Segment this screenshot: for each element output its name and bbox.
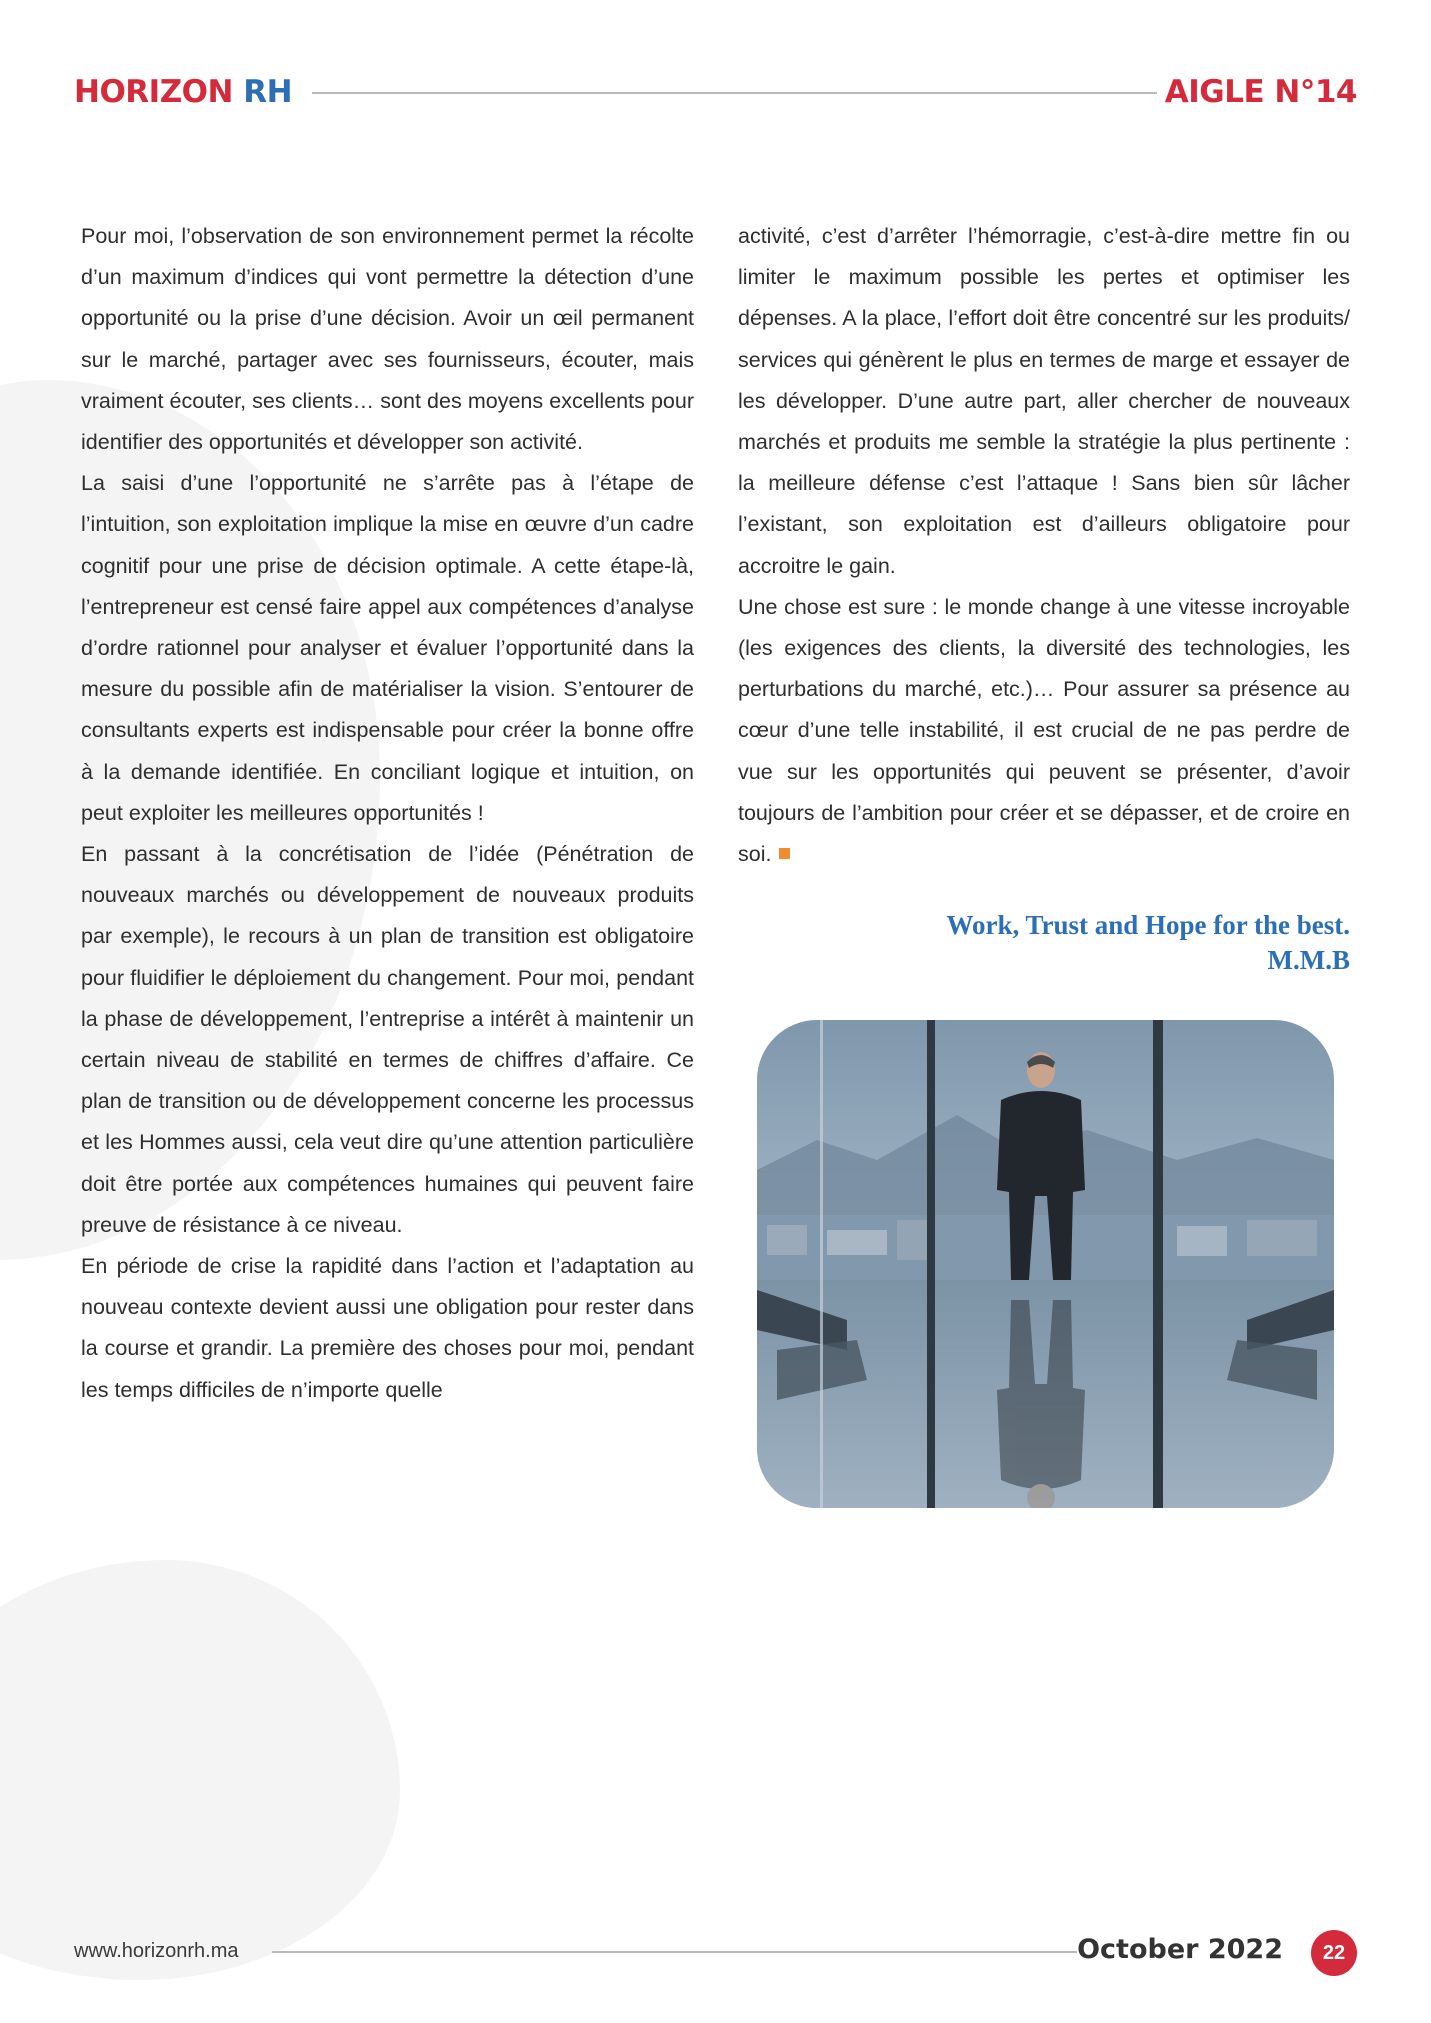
businessman-photo bbox=[757, 1020, 1334, 1508]
article-end-marker bbox=[779, 848, 790, 859]
article-column-left bbox=[81, 216, 694, 1411]
issue-date: October 2022 bbox=[1077, 1934, 1283, 1965]
page-header bbox=[74, 70, 1357, 114]
quote-text: Work, Trust and Hope for the best. bbox=[946, 910, 1350, 940]
header-divider bbox=[312, 92, 1157, 94]
closing-quote bbox=[946, 908, 1350, 978]
paragraph: activité, c’est d’arrêter l’hémorragie, c’est-à-dire mettre fin ou limiter le maximum possible les pertes et optimiser les dépenses. A la place, l’effort doit être concentré sur les produits/ services qui génèrent le plus en termes de marge et essayer de les développer. D’une autre part, aller chercher de nouveaux marchés et produits me semble la stratégie la plus pertinente : la meilleure défense c’est l’attaque ! Sans bien sûr lâcher l’existant, son exploitation est d’ailleurs obligatoire pour accroitre le gain. bbox=[738, 224, 1350, 578]
article-photo-frame bbox=[757, 1020, 1334, 1508]
paragraph: La saisi d’une l’opportunité ne s’arrête pas à l’étape de l’intuition, son exploitation implique la mise en œuvre d’un cadre cognitif pour une prise de décision optimale. A cette étape-là, l’entrepreneur est censé faire appel aux compétences d’analyse d’ordre rationnel pour analyser et évaluer l’opportunité dans la mesure du possible afin de matérialiser la vision. S’entourer de consultants experts est indispensable pour créer la bonne offre à la demande identifiée. En conciliant logique et intuition, on peut exploiter les meilleures opportunités ! bbox=[81, 471, 694, 825]
background-shape bbox=[0, 1560, 400, 1980]
paragraph: Pour moi, l’observation de son environnement permet la récolte d’un maximum d’indices qui vont permettre la détection d’une opportunité ou la prise d’une décision. Avoir un œil permanent sur le marché, partager avec ses fournisseurs, écouter, mais vraiment écouter, ses clients… sont des moyens excellents pour identifier des opportunités et développer son activité. bbox=[81, 224, 694, 455]
page-footer bbox=[74, 1930, 1357, 1974]
issue-label: AIGLE N°14 bbox=[1164, 74, 1357, 110]
paragraph bbox=[738, 587, 1350, 875]
brand-logo-part2: RH bbox=[243, 74, 293, 110]
article-column-right bbox=[738, 216, 1350, 875]
quote-signature: M.M.B bbox=[1267, 945, 1350, 975]
footer-divider bbox=[272, 1951, 1077, 1953]
brand-logo bbox=[74, 74, 292, 110]
page-number-badge: 22 bbox=[1311, 1930, 1357, 1976]
paragraph: En passant à la concrétisation de l’idée (Pénétration de nouveaux marchés ou développement de nouveaux produits par exemple), le recours à un plan de transition est obligatoire pour fluidifier le déploiement du changement. Pour moi, pendant la phase de développement, l’entreprise a intérêt à maintenir un certain niveau de stabilité en termes de chiffres d’affaire. Ce plan de transition ou de développement concerne les processus et les Hommes aussi, cela veut dire qu’une attention particulière doit être portée aux compétences humaines qui peuvent faire preuve de résistance à ce niveau. bbox=[81, 842, 694, 1237]
website-link[interactable]: www.horizonrh.ma bbox=[74, 1940, 239, 1962]
paragraph: En période de crise la rapidité dans l’action et l’adaptation au nouveau contexte devient aussi une obligation pour rester dans la course et grandir. La première des choses pour moi, pendant les temps difficiles de n’importe quelle bbox=[81, 1254, 694, 1402]
brand-logo-part1: HORIZON bbox=[74, 74, 233, 110]
paragraph-text: Une chose est sure : le monde change à une vitesse incroyable (les exigences des clients, la diversité des technologies, les perturbations du marché, etc.)… Pour assurer sa présence au cœur d’une telle instabilité, il est crucial de ne pas perdre de vue sur les opportunités qui peuvent se présenter, d’avoir toujours de l’ambition pour créer et se dépasser, et de croire en soi. bbox=[738, 594, 1350, 867]
